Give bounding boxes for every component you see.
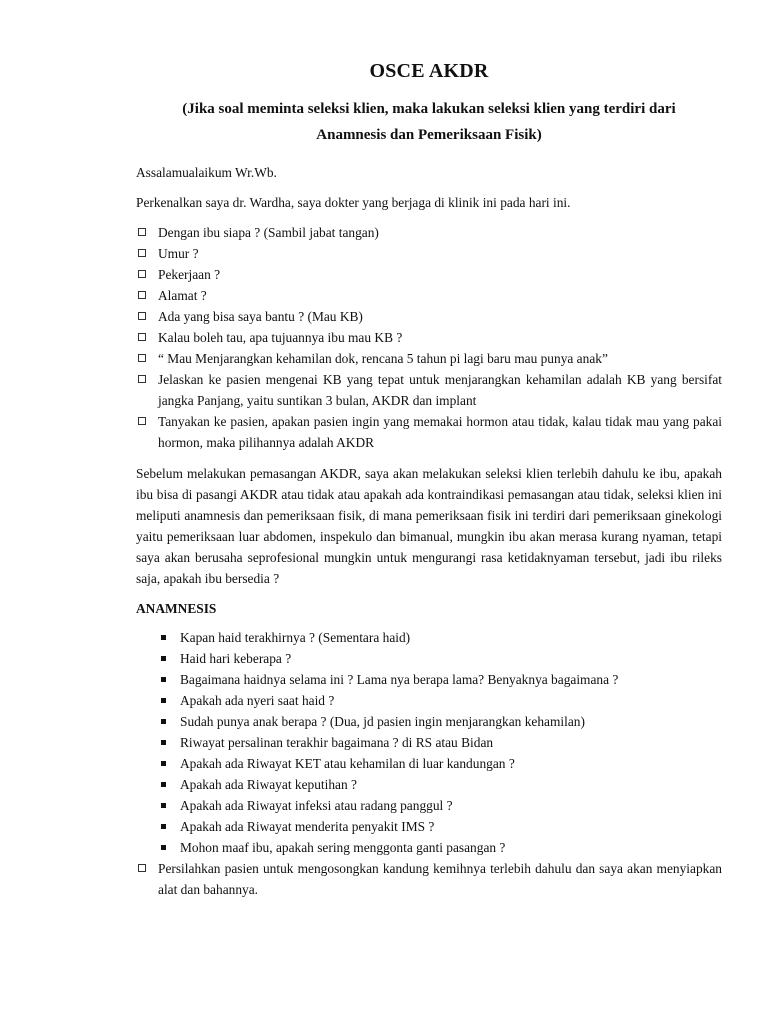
checkbox-icon — [138, 864, 146, 872]
subtitle-line-2: Anamnesis dan Pemeriksaan Fisik) — [316, 127, 542, 143]
checklist-item: Alamat ? — [136, 285, 722, 306]
checkbox-icon — [138, 312, 146, 320]
final-checklist — [136, 858, 722, 900]
checklist-item: Pekerjaan ? — [136, 264, 722, 285]
anamnesis-item: Mohon maaf ibu, apakah sering menggonta ganti pasangan ? — [158, 837, 722, 858]
checkbox-icon — [138, 249, 146, 257]
square-bullet-icon — [161, 719, 166, 724]
anamnesis-item: Apakah ada Riwayat KET atau kehamilan di luar kandungan ? — [158, 753, 722, 774]
anamnesis-item: Haid hari keberapa ? — [158, 648, 722, 669]
anamnesis-item: Apakah ada Riwayat infeksi atau radang panggul ? — [158, 795, 722, 816]
checkbox-icon — [138, 270, 146, 278]
document-page — [136, 58, 722, 900]
square-bullet-icon — [161, 803, 166, 808]
checkbox-icon — [138, 417, 146, 425]
anamnesis-item: Apakah ada Riwayat keputihan ? — [158, 774, 722, 795]
checkbox-icon — [138, 354, 146, 362]
document-title: OSCE AKDR — [369, 60, 489, 82]
square-bullet-icon — [161, 656, 166, 661]
square-bullet-icon — [161, 677, 166, 682]
checklist-item: Kalau boleh tau, apa tujuannya ibu mau KB ? — [136, 327, 722, 348]
explanation-paragraph: Sebelum melakukan pemasangan AKDR, saya akan melakukan seleksi klien terlebih dahulu ke ibu, apakah ibu bisa di pasangi AKDR atau tidak atau apakah ada kontraindikasi pemasangan atau tidak, seleksi klien ini meliputi anamnesis dan pemeriksaan fisik, di mana pemeriksaan fisik ini terdiri dari pemeriksaan ginekologi yaitu pemeriksaan luar abdomen, inspekulo dan bimanual, mungkin ibu akan merasa kurang nyaman, tetapi saya akan berusaha seprofesional mungkin untuk mengurangi rasa ketidaknyaman tersebut, jadi ibu rileks saja, apakah ibu bersedia ? — [136, 466, 722, 586]
anamnesis-list — [136, 627, 722, 858]
checklist — [136, 222, 722, 453]
anamnesis-item: Kapan haid terakhirnya ? (Sementara haid) — [158, 627, 722, 648]
anamnesis-item: Sudah punya anak berapa ? (Dua, jd pasien ingin menjarangkan kehamilan) — [158, 711, 722, 732]
anamnesis-item: Bagaimana haidnya selama ini ? Lama nya berapa lama? Benyaknya bagaimana ? — [158, 669, 722, 690]
checkbox-icon — [138, 375, 146, 383]
anamnesis-heading: ANAMNESIS — [136, 601, 217, 616]
document-subtitle — [136, 96, 722, 148]
square-bullet-icon — [161, 761, 166, 766]
introduction: Perkenalkan saya dr. Wardha, saya dokter yang berjaga di klinik ini pada hari ini. — [136, 195, 571, 210]
square-bullet-icon — [161, 635, 166, 640]
checklist-item: Tanyakan ke pasien, apakan pasien ingin yang memakai hormon atau tidak, kalau tidak mau yang pakai hormon, maka pilihannya adalah AKDR — [136, 411, 722, 453]
square-bullet-icon — [161, 845, 166, 850]
anamnesis-item: Apakah ada nyeri saat haid ? — [158, 690, 722, 711]
checklist-item: Umur ? — [136, 243, 722, 264]
checklist-item-final: Persilahkan pasien untuk mengosongkan kandung kemihnya terlebih dahulu dan saya akan menyiapkan alat dan bahannya. — [136, 858, 722, 900]
square-bullet-icon — [161, 698, 166, 703]
square-bullet-icon — [161, 824, 166, 829]
square-bullet-icon — [161, 782, 166, 787]
checklist-item: Dengan ibu siapa ? (Sambil jabat tangan) — [136, 222, 722, 243]
anamnesis-item: Apakah ada Riwayat menderita penyakit IMS ? — [158, 816, 722, 837]
subtitle-line-1: (Jika soal meminta seleksi klien, maka lakukan seleksi klien yang terdiri dari — [182, 101, 676, 117]
checklist-item: Jelaskan ke pasien mengenai KB yang tepat untuk menjarangkan kehamilan adalah KB yang bersifat jangka Panjang, yaitu suntikan 3 bulan, AKDR dan implant — [136, 369, 722, 411]
checklist-item: “ Mau Menjarangkan kehamilan dok, rencana 5 tahun pi lagi baru mau punya anak” — [136, 348, 722, 369]
anamnesis-item: Riwayat persalinan terakhir bagaimana ? di RS atau Bidan — [158, 732, 722, 753]
checklist-item: Ada yang bisa saya bantu ? (Mau KB) — [136, 306, 722, 327]
checkbox-icon — [138, 228, 146, 236]
checkbox-icon — [138, 333, 146, 341]
square-bullet-icon — [161, 740, 166, 745]
greeting: Assalamualaikum Wr.Wb. — [136, 165, 277, 180]
checkbox-icon — [138, 291, 146, 299]
